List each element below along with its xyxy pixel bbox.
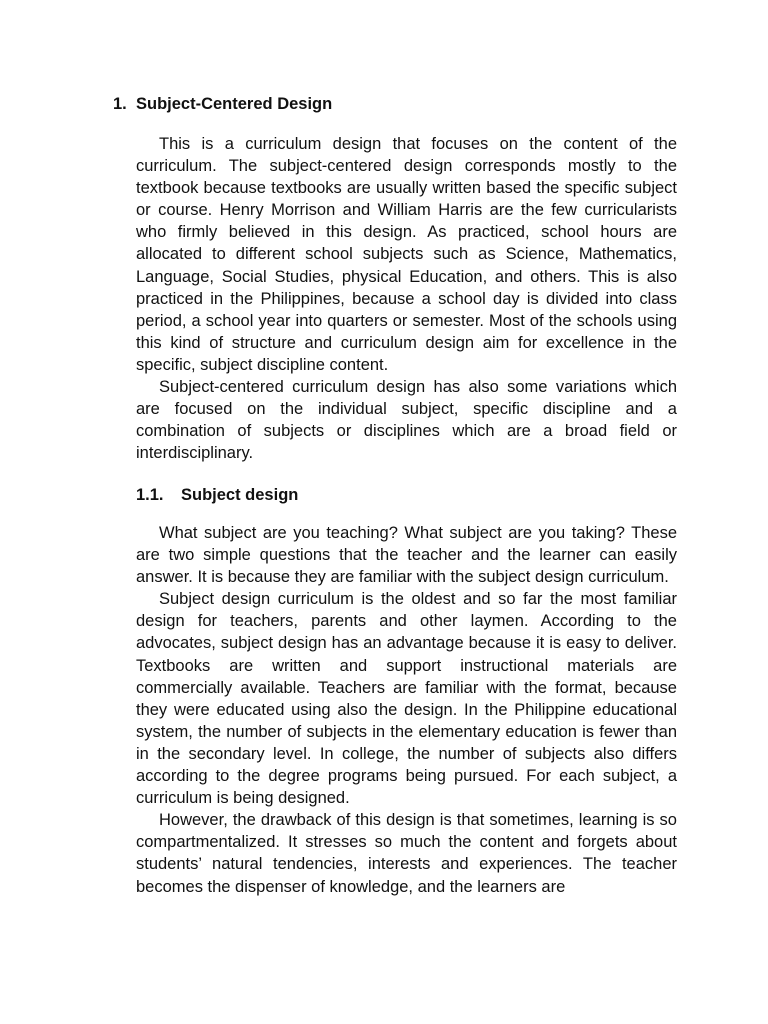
section-title: Subject-Centered Design [136,95,333,113]
section-body [136,133,677,464]
subsection-heading [136,484,298,506]
subsection-body [136,522,677,898]
subsection-title: Subject design [181,486,299,504]
paragraph: Subject-centered curriculum design has also some variations which are focused on the individual subject, specific discipline and a combination of subjects or disciplines which are a broad field or interdisciplinary. [136,378,677,463]
paragraph: However, the drawback of this design is that sometimes, learning is so compartmentalized. It stresses so much the content and forgets about students’ natural tendencies, interests and experiences. The teacher becomes the dispenser of knowledge, and the learners are [136,811,677,896]
paragraph: This is a curriculum design that focuses on the content of the curriculum. The subject-centered design corresponds mostly to the textbook because textbooks are usually written based the specific subject or course. Henry Morrison and William Harris are the few curricularists who firmly believed in this design. As practiced, school hours are allocated to different school subjects such as Science, Mathematics, Language, Social Studies, physical Education, and others. This is also practiced in the Philippines, because a school day is divided into class period, a school year into quarters or semester. Most of the schools using this kind of structure and curriculum design aim for excellence in the specific, subject discipline content. [136,135,677,374]
paragraph: Subject design curriculum is the oldest and so far the most familiar design for teachers, parents and other laymen. According to the advocates, subject design has an advantage because it is easy to deliver. Textbooks are written and support instructional materials are commercially available. Teachers are familiar with the format, because they were educated using also the design. In the Philippine educational system, the number of subjects in the elementary education is fewer than in the secondary level. In college, the number of subjects also differs according to the degree programs being pursued. For each subject, a curriculum is being designed. [136,590,677,808]
section-number: 1. [113,95,127,113]
section-heading [113,93,332,115]
subsection-number: 1.1. [136,486,164,504]
paragraph: What subject are you teaching? What subject are you taking? These are two simple questions that the teacher and the learner can easily answer. It is because they are familiar with the subject design curriculum. [136,524,677,587]
